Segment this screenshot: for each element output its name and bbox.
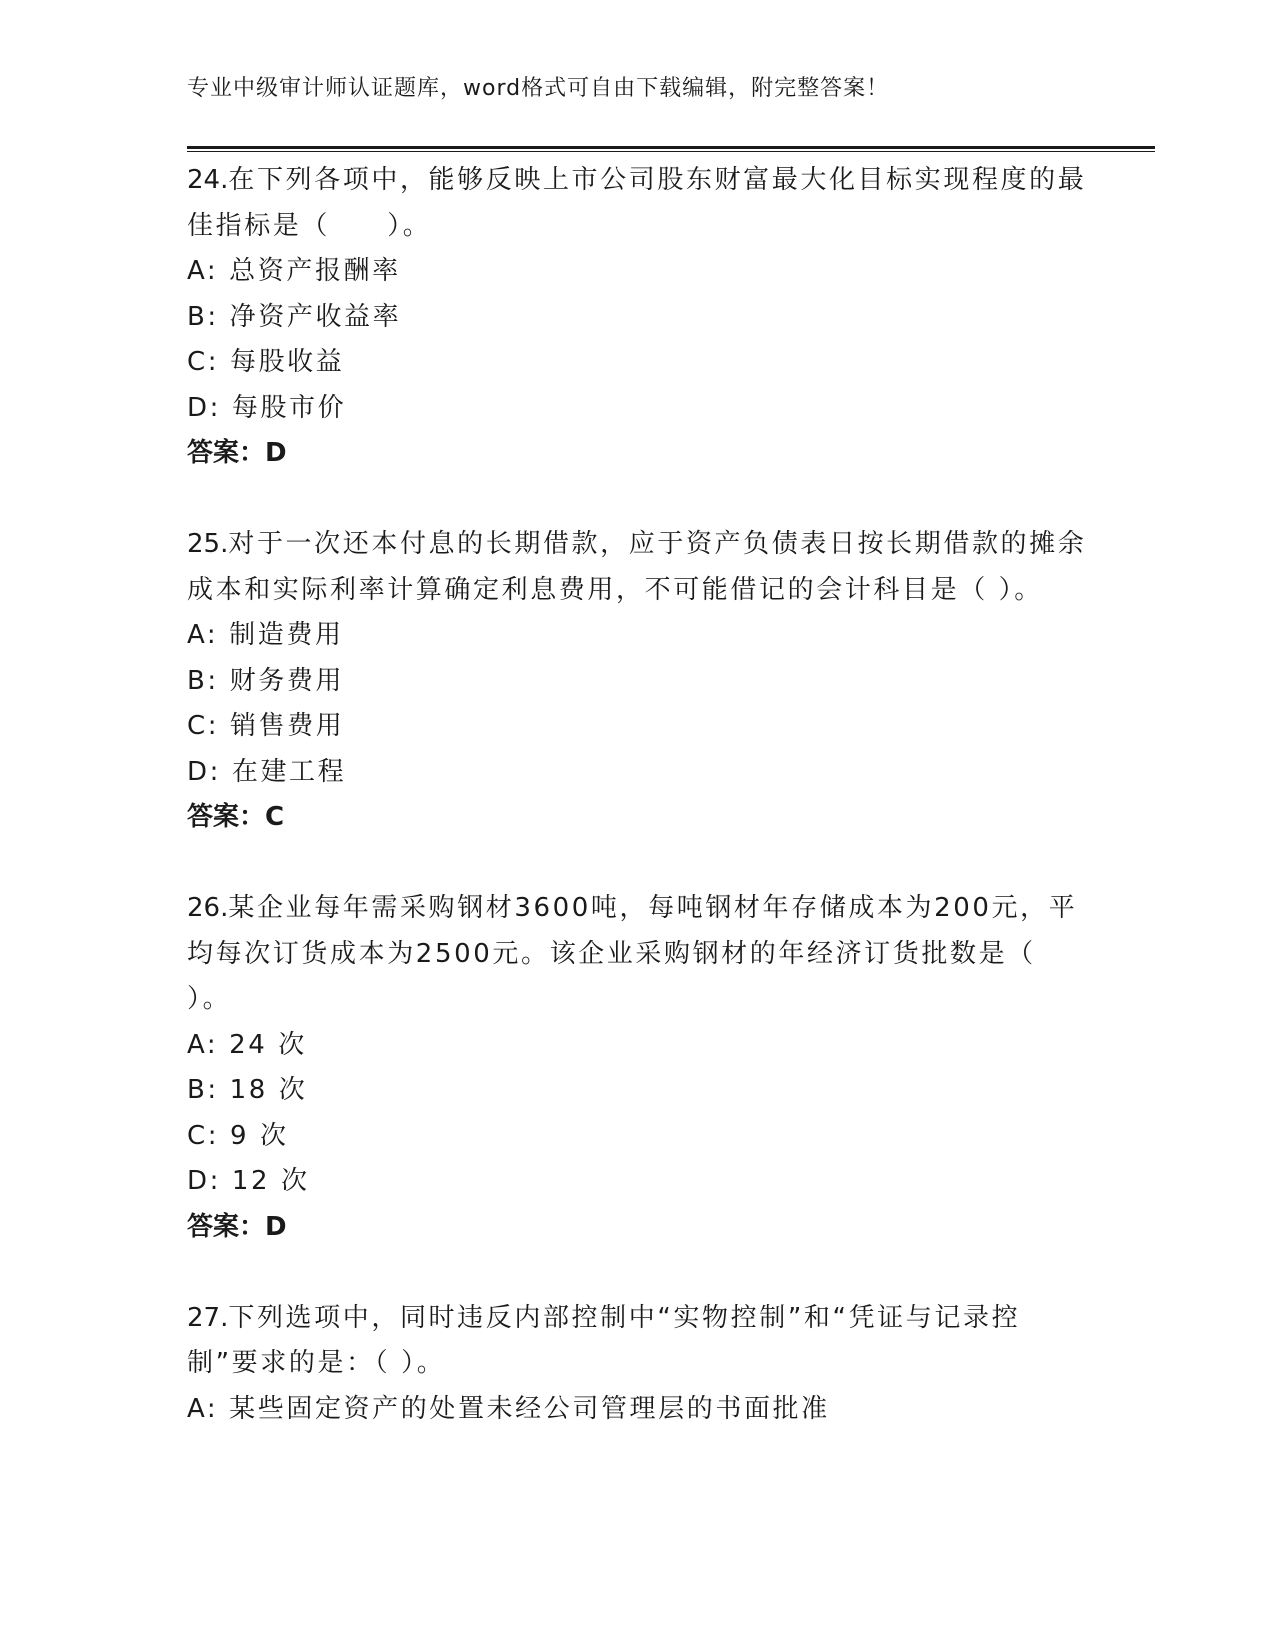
option-b: B: 净资产收益率 [187,301,402,332]
answer: 答案：D [187,1211,287,1242]
question-stem: 在下列各项中，能够反映上市公司股东财富最大化目标实现程度的最佳指标是（ ）。 [187,165,1087,241]
option-a: A: 某些固定资产的处置未经公司管理层的书面批准 [187,1393,830,1424]
question-number: 25. [187,529,229,559]
option-c: C: 9 次 [187,1120,289,1151]
page-header: 专业中级审计师认证题库，word格式可自由下载编辑，附完整答案！ [187,76,890,101]
header-rule-thick [187,146,1155,149]
question-number: 26. [187,893,229,923]
option-c: C: 每股收益 [187,347,345,377]
option-c: C: 销售费用 [187,711,345,741]
option-d: D: 在建工程 [187,756,347,787]
question-list [187,158,1087,1432]
answer: 答案：D [187,438,287,468]
answer: 答案：C [187,802,285,832]
option-b: B: 18 次 [187,1075,308,1105]
option-a: A: 24 次 [187,1029,307,1060]
question-number: 27. [187,1302,229,1333]
question-26 [187,886,1087,1250]
question-stem: 对于一次还本付息的长期借款，应于资产负债表日按长期借款的摊余成本和实际利率计算确定利息费用，不可能借记的会计科目是（ ）。 [187,529,1087,605]
option-a: A: 总资产报酬率 [187,256,401,286]
option-b: B: 财务费用 [187,665,345,696]
question-stem: 下列选项中，同时违反内部控制中“实物控制”和“凭证与记录控制”要求的是：（ ）。 [187,1302,1021,1378]
question-25 [187,522,1087,841]
question-stem: 某企业每年需采购钢材3600吨，每吨钢材年存储成本为200元，平均每次订货成本为2500元。该企业采购钢材的年经济订货批数是（ ）。 [187,893,1078,1014]
question-number: 24. [187,165,229,195]
option-d: D: 每股市价 [187,392,347,423]
question-27 [187,1296,1087,1433]
question-24 [187,158,1087,477]
option-d: D: 12 次 [187,1166,310,1196]
option-a: A: 制造费用 [187,620,344,650]
header-rule-thin [187,151,1155,152]
